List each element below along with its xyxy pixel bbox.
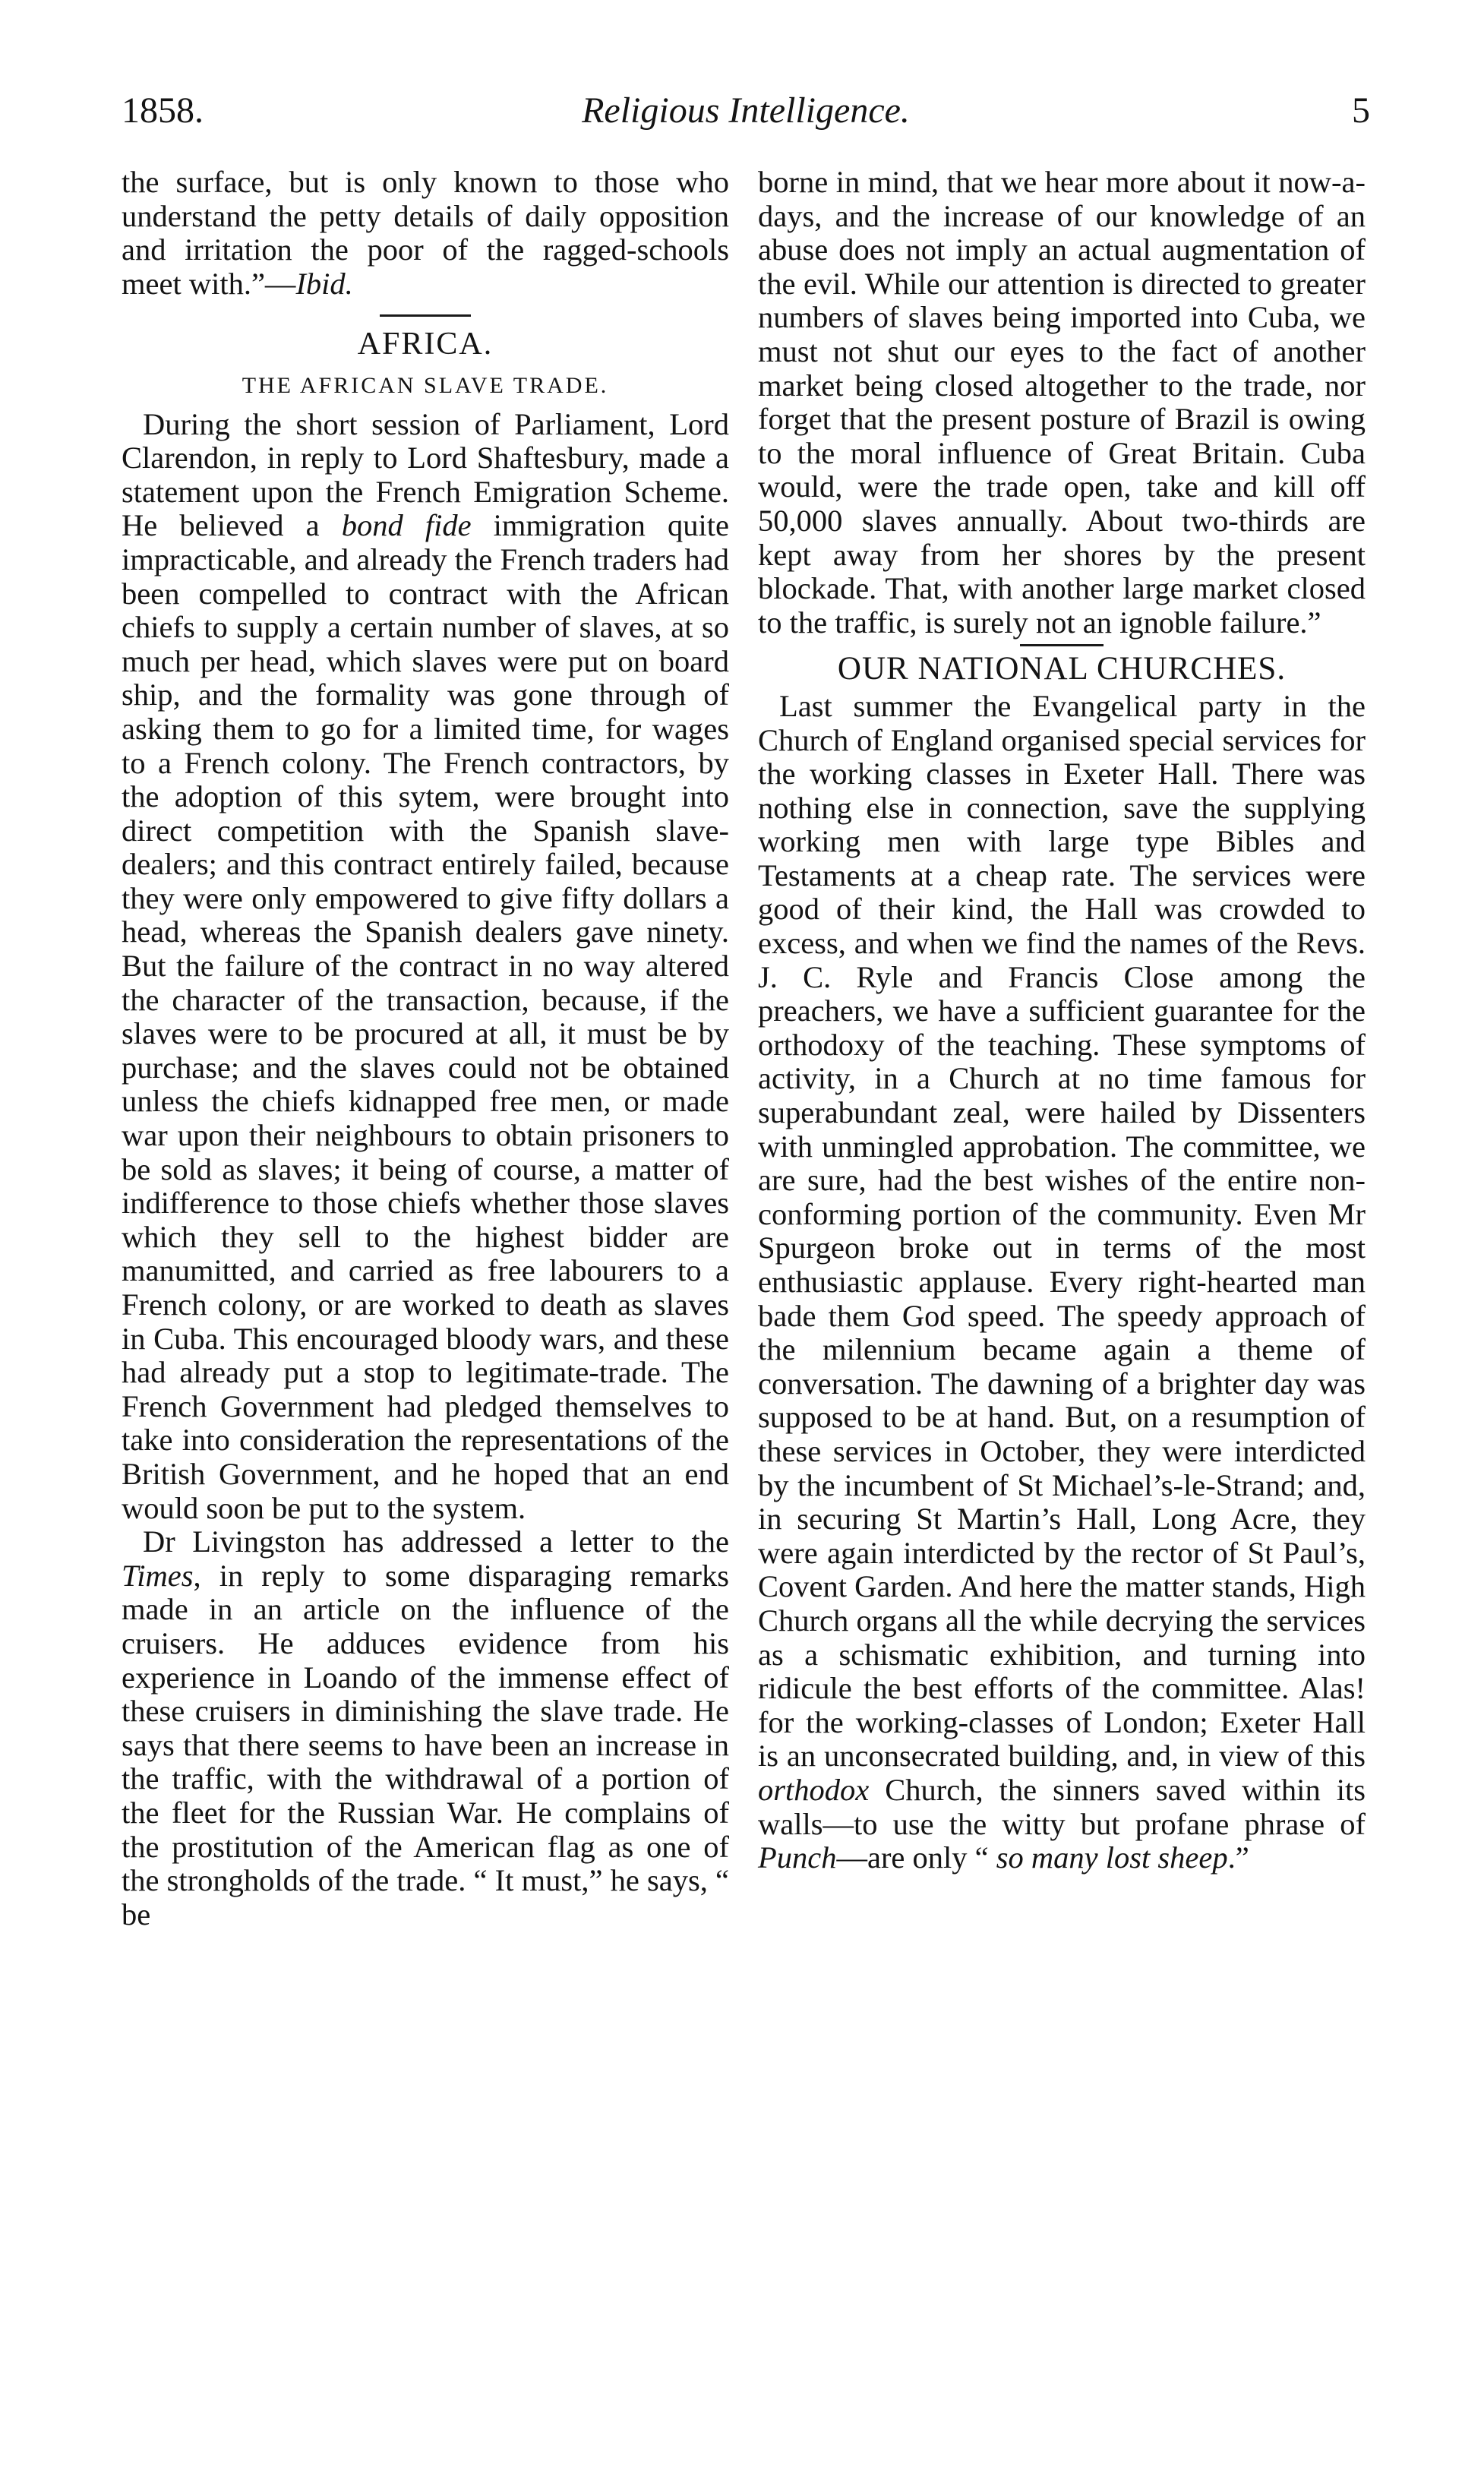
paragraph-text: , in reply to some disparaging remarks made in an article on the influence of the cruisers. He adduces evidence from his experience in Loando of the immense effect of these cruisers in diminishing the slave trade. He says that there seems to have been an increase in the traffic, with the withdrawal of a portion of the fleet for the Russian War. He complains of the prostitution of the American flag as one of the strongholds of the trade. “ It must,” he says, “ be bbox=[122, 1558, 729, 1932]
intro-paragraph bbox=[122, 166, 729, 301]
paragraph-parliament bbox=[122, 408, 729, 1526]
left-column bbox=[122, 166, 729, 1932]
paragraph-churches bbox=[758, 690, 1366, 1875]
italic-phrase: Punch bbox=[758, 1840, 837, 1875]
paragraph-text: Dr Livingston has addressed a letter to the bbox=[143, 1524, 729, 1559]
header-year: 1858. bbox=[122, 90, 204, 131]
section-divider bbox=[380, 314, 471, 317]
page-header bbox=[122, 90, 1370, 150]
subheading-slave-trade: THE AFRICAN SLAVE TRADE. bbox=[242, 372, 609, 398]
paragraph-text: —are only “ bbox=[836, 1840, 996, 1875]
paragraph-livingston bbox=[122, 1525, 729, 1932]
italic-phrase: so many lost sheep bbox=[996, 1840, 1228, 1875]
paragraph-text: .” bbox=[1227, 1840, 1249, 1875]
paragraph-text: Last summer the Evangelical party in the Church of England organised special services for the working classes in Exeter Hall. There was nothing else in connection, save the supplying working men with large type Bibles and Testaments at a cheap rate. The services were good of their kind, the Hall was crowded to excess, and when we find the names of the Revs. J. C. Ryle and Francis Close among the preachers, we have a sufficient guarantee for the orthodoxy of the teaching. These symptoms of activity, in a Church at no time famous for superabundant zeal, were hailed by Dissenters with unmingled approbation. The committee, we are sure, had the best wishes of the entire non-conforming portion of the community. Even Mr Spurgeon broke out in terms of the most enthusiastic applause. Every right-hearted man bade them God speed. The speedy approach of the milennium became again a theme of conversation. The dawning of a brighter day was supposed to be at hand. But, on a resumption of these services in October, they were interdicted by the incumbent of St Michael’s-le-Strand; and, in securing St Martin’s Hall, Long Acre, they were again interdicted by the rector of St Paul’s, Covent Garden. And here the matter stands, High Church organs all the while decrying the services as a schismatic exhibition, and turning into ridicule the best efforts of the committee. Alas! for the working-classes of London; Exeter Hall is an unconsecrated building, and, in view of this bbox=[758, 688, 1366, 1774]
italic-phrase: orthodox bbox=[758, 1772, 870, 1807]
paragraph-continued: borne in mind, that we hear more about it now-a-days, and the increase of our knowledge of an abuse does not imply an actual augmentation of the evil. While our attention is directed to greater numbers of slaves being imported into Cuba, we must not shut our eyes to the fact of another market being closed altogether to the trade, nor forget that the present posture of Brazil is owing to the moral influence of Great Britain. Cuba would, were the trade open, take and kill off 50,000 slaves annually. About two-thirds are kept away from her shores by the present blockade. That, with another large market closed to the traffic, is surely not an ignoble failure.” bbox=[758, 165, 1366, 640]
section-divider bbox=[1020, 644, 1104, 646]
section-heading-africa: AFRICA. bbox=[357, 327, 494, 362]
section-heading-churches: OUR NATIONAL CHURCHES. bbox=[837, 651, 1287, 687]
italic-phrase: bond fide bbox=[341, 508, 472, 543]
paragraph-text: Church, the sinners saved within its walls—to use the witty but profane phrase of bbox=[758, 1772, 1366, 1841]
intro-source: Ibid. bbox=[295, 266, 353, 301]
right-column bbox=[758, 166, 1366, 1875]
page-number: 5 bbox=[1352, 90, 1370, 131]
paragraph-text: immigration quite impracticable, and already the French traders had been compelled to contract with the African chiefs to supply a certain number of slaves, at so much per head, which slaves were put on board ship, and the formality was gone through of asking them to go for a limited time, for wages to a French colony. The French contractors, by the adoption of this sytem, were brought into direct competition with the Spanish slave-dealers; and this contract entirely failed, because they were only empowered to give fifty dollars a head, whereas the Spanish dealers gave ninety. But the failure of the contract in no way altered the character of the transaction, because, if the slaves were to be procured at all, it must be by purchase; and the slaves could not be obtained unless the chiefs kidnapped free men, or made war upon their neighbours to obtain prisoners to be sold as slaves; it being of course, a matter of indifference to those chiefs whether those slaves which they sell to the highest bidder are manumitted, and carried as free labourers to a French colony, or are worked to death as slaves in Cuba. This encouraged bloody wars, and these had already put a stop to legitimate-trade. The French Government had pledged themselves to take into consideration the representations of the British Government, and he hoped that an end would soon be put to the system. bbox=[122, 508, 729, 1525]
paragraph-text: During the short session of Parliament, Lord Clarendon, in reply to Lord Shaftesbury, made a statement upon the French Emigration Scheme. He believed a bbox=[122, 406, 729, 543]
intro-text: the surface, but is only known to those who understand the petty details of daily opposition and irritation the poor of the ragged-schools meet with.”— bbox=[122, 165, 729, 301]
header-title: Religious Intelligence. bbox=[582, 90, 910, 131]
italic-phrase: Times bbox=[122, 1558, 194, 1593]
